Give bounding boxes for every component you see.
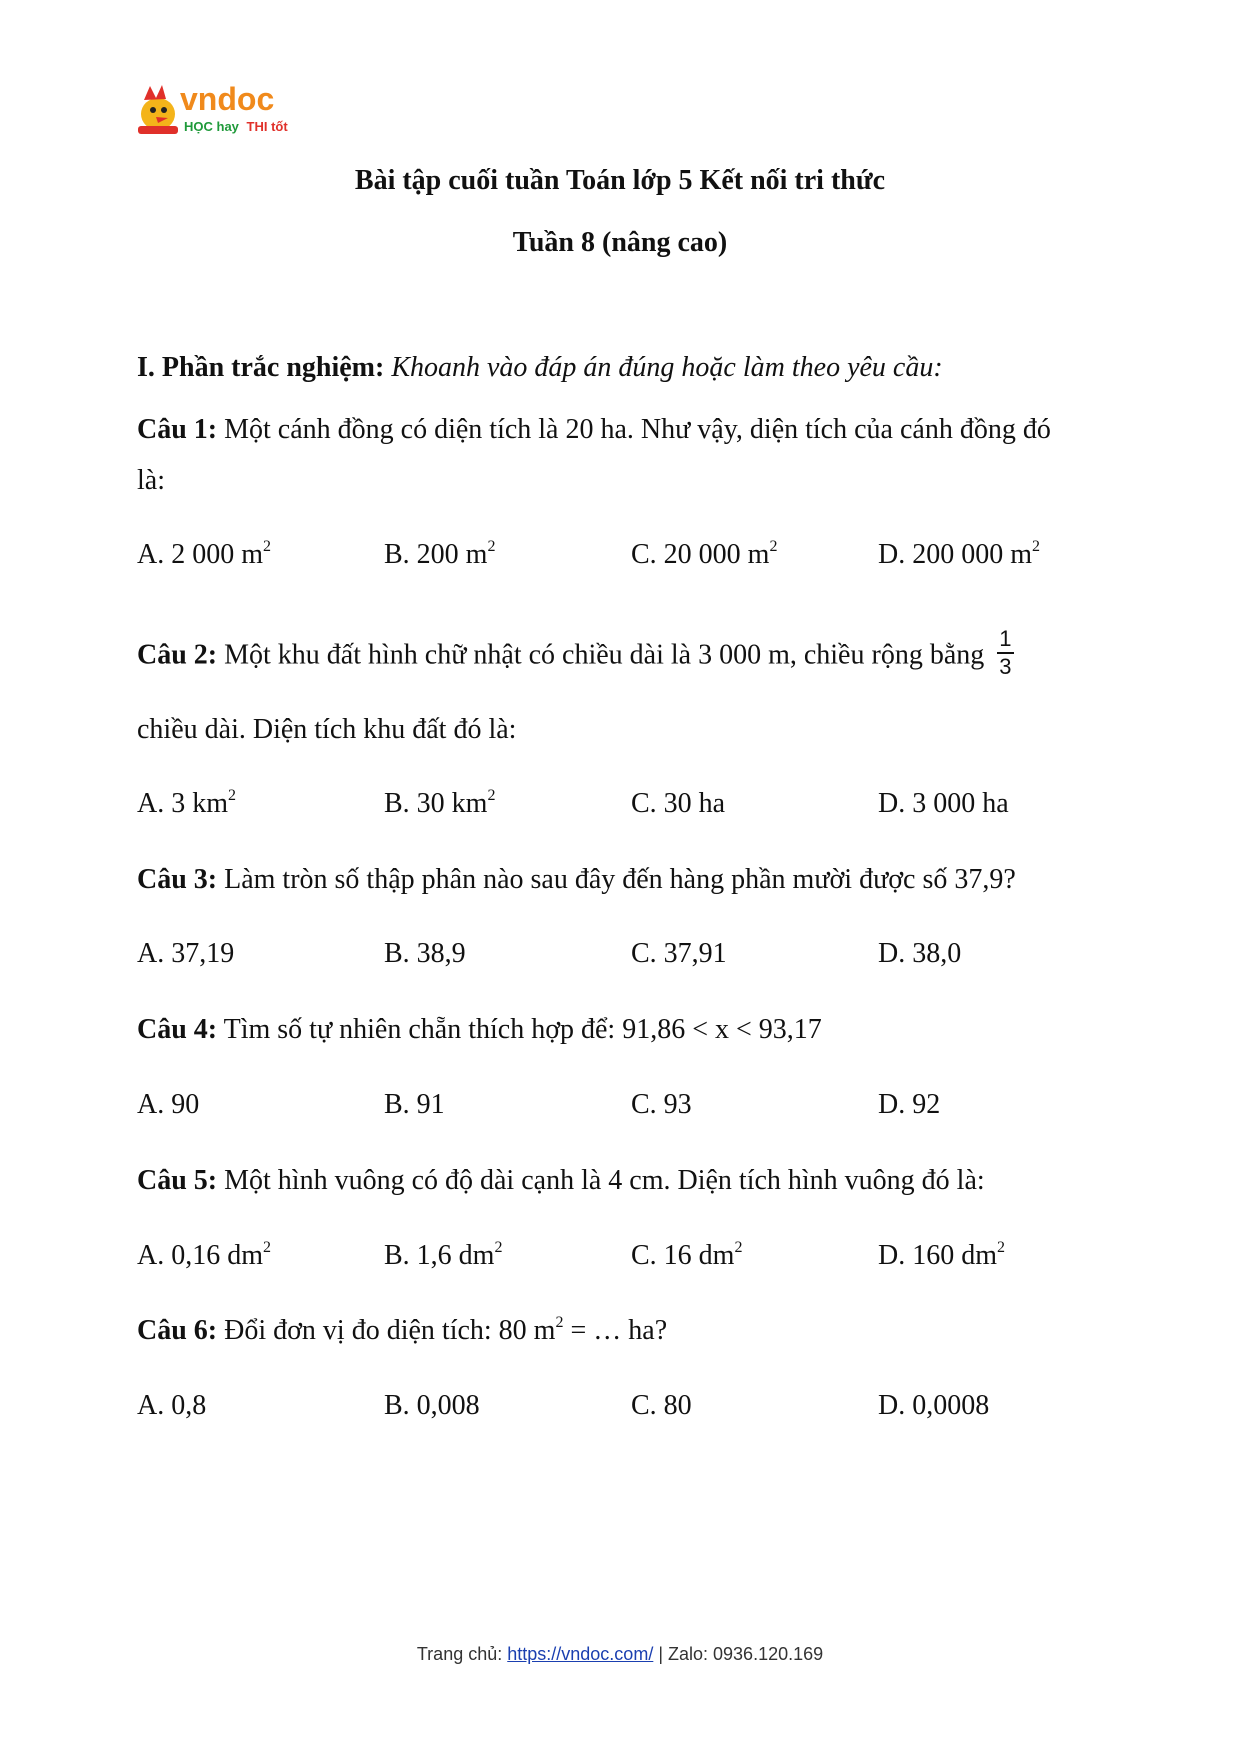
- option-b[interactable]: B. 0,008: [384, 1390, 480, 1421]
- option-b[interactable]: B. 200 $m^2$: [384, 538, 496, 570]
- chick-mascot-icon: [138, 85, 178, 134]
- question-5-text: Câu 5: Một hình vuông có độ dài cạnh là 4 cm. Diện tích hình vuông đó là:: [137, 1165, 985, 1196]
- option-c[interactable]: C. 20 000 $m^2$: [631, 538, 778, 570]
- option-c[interactable]: C. 93: [631, 1089, 692, 1120]
- question-6-text: Câu 6: Đổi đơn vị đo diện tích: 80 $m^2$ = … ha?: [137, 1314, 668, 1346]
- option-c[interactable]: C. 80: [631, 1390, 692, 1421]
- svg-text:HỌC hay THI tốt: [184, 119, 288, 134]
- option-b[interactable]: B. 38,9: [384, 938, 466, 969]
- option-c[interactable]: C. 30 ha: [631, 788, 726, 819]
- question-4-text: Câu 4: Tìm số tự nhiên chẵn thích hợp để: 91,86 < x < 93,17: [137, 1014, 822, 1045]
- option-c[interactable]: C. 37,91: [631, 938, 727, 969]
- logo-brand: vndoc: [180, 81, 275, 117]
- option-d[interactable]: D. 3 000 ha: [878, 788, 1009, 819]
- question-4-options: [137, 1089, 1127, 1125]
- question-label: Câu 4:: [137, 1014, 218, 1045]
- option-d[interactable]: D. 200 000 $m^2$: [878, 538, 1040, 570]
- section-label: I. Phần trắc nghiệm:: [137, 352, 385, 383]
- logo-tagline-b: THI tốt: [246, 119, 288, 134]
- option-d[interactable]: D. 38,0: [878, 938, 962, 969]
- option-a[interactable]: A. 37,19: [137, 938, 235, 969]
- option-c[interactable]: C. 16 $dm^2$: [631, 1239, 743, 1271]
- question-label: Câu 5:: [137, 1165, 218, 1196]
- fraction-one-third: $\frac{1}{3}$: [999, 626, 1012, 679]
- option-a[interactable]: A. 0,16 $dm^2$: [137, 1239, 271, 1271]
- question-label: Câu 2:: [137, 639, 218, 671]
- section-instruction: Khoanh vào đáp án đúng hoặc làm theo yêu cầu:: [391, 352, 943, 383]
- option-a[interactable]: A. 90: [137, 1089, 200, 1120]
- footer-home-link[interactable]: https://vndoc.com/: [507, 1644, 654, 1664]
- question-6-options: [137, 1390, 1127, 1426]
- question-3-options: [137, 938, 1127, 974]
- option-d[interactable]: D. 92: [878, 1089, 941, 1120]
- question-label: Câu 3:: [137, 864, 218, 895]
- question-2-options: [137, 788, 1127, 824]
- option-a[interactable]: A. 0,8: [137, 1390, 207, 1421]
- footer-suffix: | Zalo: 0936.120.169: [653, 1644, 824, 1664]
- option-b[interactable]: B. 91: [384, 1089, 445, 1120]
- document-title: Bài tập cuối tuần Toán lớp 5 Kết nối tri thức: [354, 165, 886, 196]
- section-heading: [137, 352, 1107, 384]
- document-subtitle: Tuần 8 (nâng cao): [512, 227, 728, 258]
- option-b[interactable]: B. 1,6 $dm^2$: [384, 1239, 503, 1271]
- footer-prefix: Trang chủ:: [416, 1644, 508, 1664]
- option-d[interactable]: D. 160 $dm^2$: [878, 1239, 1005, 1271]
- vndoc-logo: [134, 80, 304, 138]
- question-3-text: Câu 3: Làm tròn số thập phân nào sau đây đến hàng phần mười được số 37,9?: [137, 864, 1016, 895]
- logo-tagline-a: HỌC hay: [184, 119, 239, 134]
- page-footer: [0, 1644, 1240, 1665]
- question-1-options: [137, 539, 1127, 575]
- question-label: Câu 1:: [137, 414, 218, 445]
- question-1-text: Câu 1: Một cánh đồng có diện tích là 20 ha. Như vậy, diện tích của cánh đồng đó: [137, 414, 1051, 445]
- question-1-text-cont: là:: [137, 465, 165, 496]
- question-5-options: [137, 1240, 1127, 1276]
- question-label: Câu 6:: [137, 1315, 218, 1346]
- question-2-text: Câu 2: Một khu đất hình chữ nhật có chiều dài là 3 000 m, chiều rộng bằng $\frac{1}{3}$: [137, 626, 1012, 679]
- option-d[interactable]: D. 0,0008: [878, 1390, 990, 1421]
- option-a[interactable]: A. 2 000 $m^2$: [137, 538, 271, 570]
- question-2-text-cont: chiều dài. Diện tích khu đất đó là:: [137, 714, 517, 745]
- option-b[interactable]: B. 30 $km^2$: [384, 787, 496, 819]
- option-a[interactable]: A. 3 $km^2$: [137, 787, 236, 819]
